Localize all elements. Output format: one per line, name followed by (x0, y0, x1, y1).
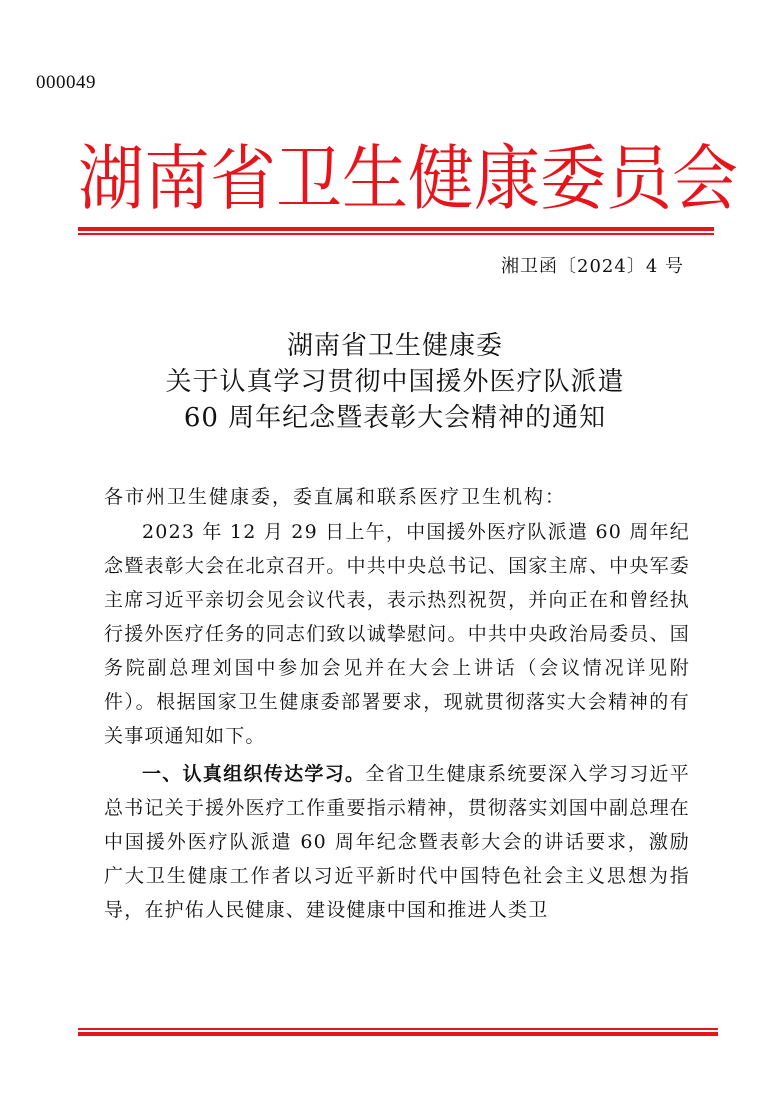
red-rule-thick-line (78, 227, 714, 231)
notice-title (80, 328, 710, 436)
notice-title-line: 关于认真学习贯彻中国援外医疗队派遣 (165, 367, 625, 397)
section-text: 全省卫生健康系统要深入学习习近平总书记关于援外医疗工作重要指示精神，贯彻落实刘国中副总理在中国援外医疗队派遣 60 周年纪念暨表彰大会的讲话要求，激励广大卫生健康工作者以习近平新时代中国特色社会主义思想为指导，在护佑人民健康、建设健康中国和推进人类卫 (104, 763, 691, 921)
red-rule-thin-line (78, 233, 714, 235)
salutation: 各市州卫生健康委，委直属和联系医疗卫生机构： (104, 486, 567, 508)
red-rule-thick-line (78, 1032, 718, 1036)
body-paragraph-section-1 (104, 757, 690, 927)
notice-title-line: 湖南省卫生健康委 (286, 331, 503, 361)
agency-letterhead-title: 湖南省卫生健康委员会 (78, 136, 738, 221)
footer-red-rule (78, 1028, 718, 1037)
doc-serial-number: 000049 (36, 72, 96, 93)
file-reference-number: 湘卫函〔2024〕4 号 (501, 256, 684, 277)
letterhead-red-rule (78, 227, 714, 236)
body-paragraph: 2023 年 12 月 29 日上午，中国援外医疗队派遣 60 周年纪念暨表彰大会在北京召开。中共中央总书记、国家主席、中央军委主席习近平亲切会见会议代表，表示热烈祝贺，并向正在和曾经执行援外医疗任务的同志们致以诚挚慰问。中共中央政治局委员、国务院副总理刘国中参加会见并在大会上讲话（会议情况详见附件）。根据国家卫生健康委部署要求，现就贯彻落实大会精神的有关事项通知如下。 (104, 521, 690, 747)
notice-title-line: 60 周年纪念暨表彰大会精神的通知 (183, 403, 607, 433)
notice-body (104, 515, 690, 931)
section-heading: 一、认真组织传达学习。 (142, 763, 366, 785)
red-rule-thin-line (78, 1028, 718, 1030)
